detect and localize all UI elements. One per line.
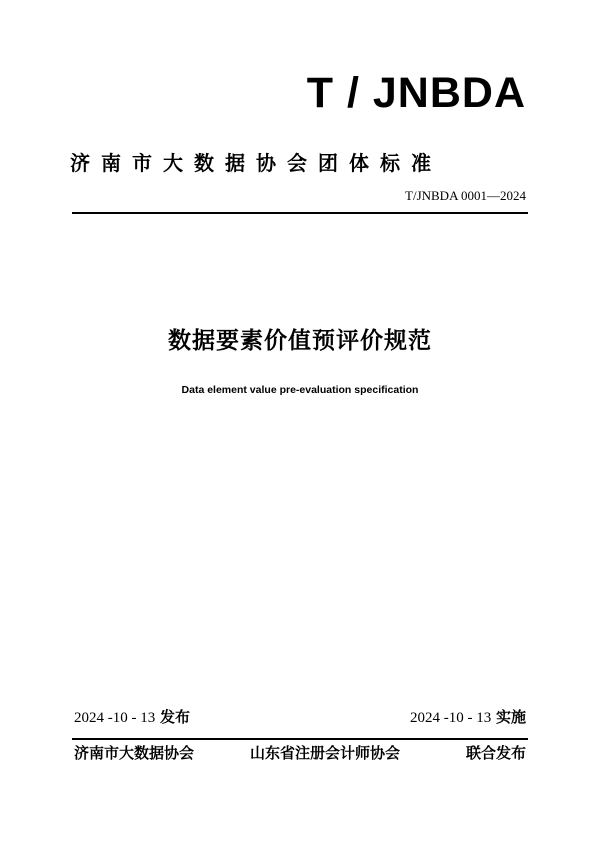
organization-standard-title: 济南市大数据协会团体标准	[70, 151, 442, 175]
publish-date-value: 2024 -10 - 13	[74, 710, 156, 726]
publish-date-label: 发布	[160, 708, 191, 726]
implementation-date-label: 实施	[495, 708, 526, 726]
footer-divider	[72, 738, 528, 740]
document-title-english: Data element value pre-evaluation specification	[181, 384, 419, 396]
standard-number: T/JNBDA 0001—2024	[405, 188, 526, 203]
standard-code-title: T / JNBDA	[306, 69, 526, 117]
implementation-date	[410, 710, 526, 726]
issuer-jinan-big-data-association: 济南市大数据协会	[74, 744, 195, 762]
publish-date	[74, 710, 190, 726]
header-divider	[72, 212, 528, 214]
issuer-shandong-cpa-association: 山东省注册会计师协会	[250, 744, 401, 762]
joint-publication-label: 联合发布	[465, 744, 526, 762]
document-title-chinese: 数据要素价值预评价规范	[168, 328, 432, 354]
implementation-date-value: 2024 -10 - 13	[409, 710, 492, 726]
